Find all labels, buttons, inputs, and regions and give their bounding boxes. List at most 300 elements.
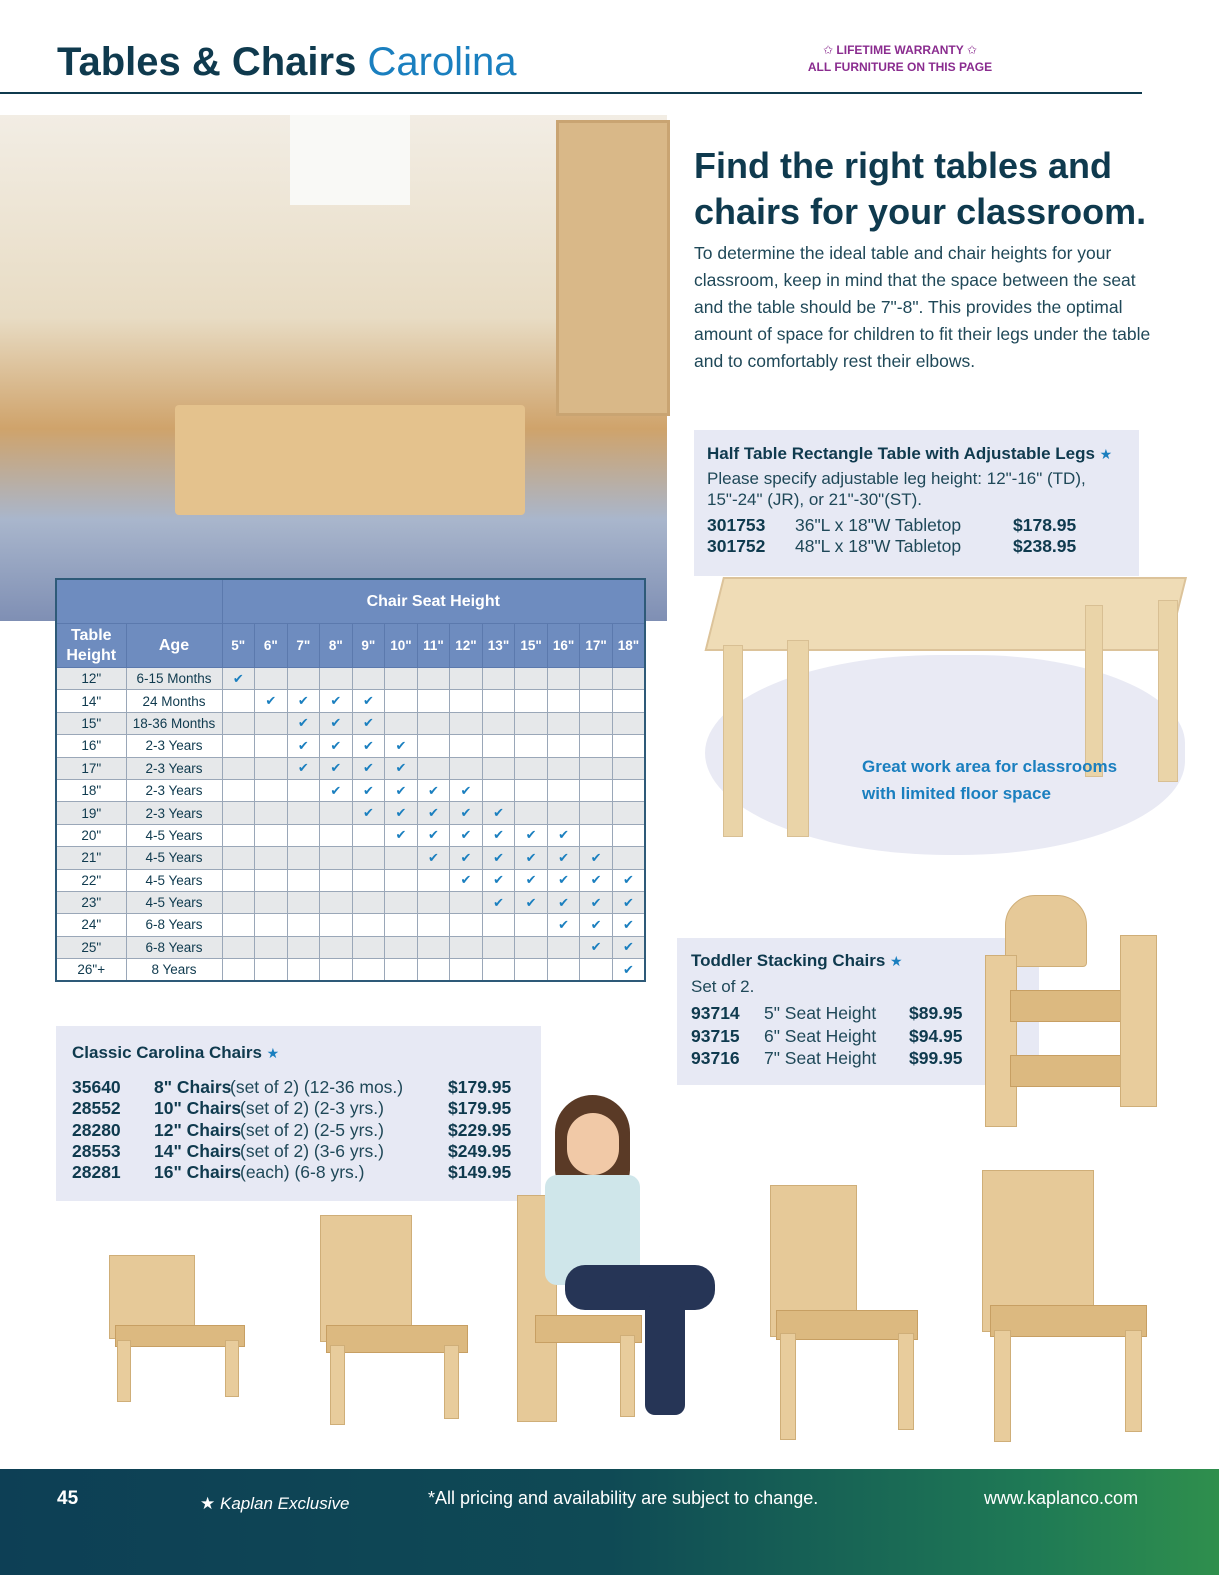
seat-height-cell [255, 936, 288, 958]
col-header-seat-height: 7" [287, 624, 320, 668]
item-description: 7" Seat Height [764, 1048, 877, 1068]
toddler-chairs-title [691, 951, 903, 971]
seat-height-cell [385, 936, 418, 958]
seat-height-cell [222, 757, 255, 779]
sku: 93714 [691, 1003, 740, 1023]
checkmark-icon: ✔ [362, 737, 374, 753]
price: $94.95 [909, 1025, 963, 1046]
seat-height-cell [352, 824, 385, 846]
seat-height-cell [255, 802, 288, 824]
seat-height-cell [515, 847, 548, 869]
exclusive-star-icon: ★ [1099, 446, 1113, 462]
seat-height-cell [320, 936, 353, 958]
chair-leg-shape [225, 1340, 239, 1397]
toddler-chairs-subtitle: Set of 2. [691, 977, 755, 996]
seat-height-cell [482, 690, 515, 712]
seat-height-cell [352, 779, 385, 801]
seat-height-cell [580, 712, 613, 734]
seat-height-cell [352, 936, 385, 958]
checkmark-icon: ✔ [460, 782, 472, 798]
seat-height-cell [450, 824, 483, 846]
seat-height-cell [287, 914, 320, 936]
chair-side-shape [1120, 935, 1157, 1107]
half-table-box [694, 430, 1139, 576]
footer-bar [0, 1469, 1219, 1575]
seat-height-cell [222, 824, 255, 846]
checkmark-icon: ✔ [330, 737, 342, 753]
seat-height-cell [417, 668, 450, 690]
seat-height-cell [255, 779, 288, 801]
table-row [56, 735, 645, 757]
seat-height-cell [287, 869, 320, 891]
seat-height-cell [450, 757, 483, 779]
sku: 93716 [691, 1048, 740, 1068]
table-height-cell: 19" [56, 802, 126, 824]
chair-14in-image [768, 1185, 918, 1440]
seat-height-cell [547, 824, 580, 846]
toddler-chairs-title-text: Toddler Stacking Chairs [691, 951, 886, 970]
seat-height-cell [482, 847, 515, 869]
checkmark-icon: ✔ [395, 737, 407, 753]
chair-leg-shape [994, 1330, 1011, 1442]
page-title [57, 40, 516, 85]
seat-height-cell [580, 936, 613, 958]
age-cell: 18-36 Months [126, 712, 222, 734]
seat-height-cell [417, 824, 450, 846]
seat-height-cell [417, 757, 450, 779]
col-header-seat-height: 6" [255, 624, 288, 668]
chair-back-shape [320, 1215, 412, 1342]
seat-height-cell [417, 936, 450, 958]
intro-heading: Find the right tables and chairs for your classroom. [694, 145, 1147, 232]
seat-height-cell [320, 891, 353, 913]
seat-height-cell [417, 959, 450, 982]
table-height-cell: 14" [56, 690, 126, 712]
seat-height-cell [320, 847, 353, 869]
classic-chairs-title-text: Classic Carolina Chairs [72, 1043, 262, 1062]
seat-height-cell [450, 869, 483, 891]
table-row [56, 802, 645, 824]
checkmark-icon: ✔ [428, 849, 439, 865]
price: $178.95 [1013, 515, 1077, 535]
checkmark-icon: ✔ [622, 916, 634, 932]
seat-height-cell [255, 959, 288, 982]
age-cell: 2-3 Years [126, 757, 222, 779]
half-table-description: Please specify adjustable leg height: 12"-16" (TD), 15"-24" (JR), or 21"-30"(ST). [707, 469, 1086, 509]
chair-leg-shape [330, 1345, 345, 1425]
classic-chairs-box [56, 1026, 541, 1201]
warranty-line-2: ALL FURNITURE ON THIS PAGE [807, 60, 993, 74]
col-header-seat-height: 11" [417, 624, 450, 668]
seat-height-cell [385, 802, 418, 824]
chair-detail: (set of 2) (2-3 yrs.) [240, 1098, 384, 1119]
seat-height-cell [482, 735, 515, 757]
seat-height-cell [515, 757, 548, 779]
item-description: 48"L x 18"W Tabletop [795, 536, 962, 556]
seat-height-cell [547, 690, 580, 712]
seat-height-cell [352, 869, 385, 891]
age-cell: 6-15 Months [126, 668, 222, 690]
seat-height-cell [482, 936, 515, 958]
seat-height-cell [612, 802, 645, 824]
price-row [72, 1162, 532, 1183]
classic-chairs-title [72, 1043, 279, 1063]
item-description: 36"L x 18"W Tabletop [795, 515, 962, 535]
table-leg-shape [723, 645, 743, 837]
table-row [56, 891, 645, 913]
table-row [56, 869, 645, 891]
seat-height-cell [547, 959, 580, 982]
seat-height-cell [482, 757, 515, 779]
col-header-seat-height: 8" [320, 624, 353, 668]
checkmark-icon: ✔ [297, 737, 309, 753]
age-cell: 4-5 Years [126, 824, 222, 846]
checkmark-icon: ✔ [525, 894, 537, 910]
seat-height-cell [515, 735, 548, 757]
seat-height-cell [450, 847, 483, 869]
seat-height-cell [417, 847, 450, 869]
seat-height-cell [385, 779, 418, 801]
seat-height-cell [482, 959, 515, 982]
callout-line-1: Great work area for classrooms [862, 757, 1118, 776]
table-row [56, 668, 645, 690]
sku: 93715 [691, 1025, 740, 1046]
chair-8in-image [107, 1255, 247, 1405]
seat-height-cell [450, 779, 483, 801]
seat-height-cell [320, 757, 353, 779]
age-cell: 2-3 Years [126, 779, 222, 801]
seat-height-cell [515, 869, 548, 891]
seat-height-cell [450, 802, 483, 824]
seat-height-cell [612, 869, 645, 891]
seat-height-cell [612, 712, 645, 734]
seat-height-cell [222, 936, 255, 958]
seat-height-cell [320, 914, 353, 936]
seat-height-cell [287, 712, 320, 734]
age-cell: 4-5 Years [126, 869, 222, 891]
seat-height-cell [612, 668, 645, 690]
checkmark-icon: ✔ [493, 827, 504, 843]
seat-height-cell [255, 869, 288, 891]
seat-height-cell [385, 712, 418, 734]
table-row [56, 757, 645, 779]
price: $229.95 [448, 1119, 512, 1140]
seat-height-cell [450, 735, 483, 757]
seat-height-cell [515, 824, 548, 846]
seat-height-cell [222, 959, 255, 982]
seat-height-cell [287, 891, 320, 913]
seat-height-cell [320, 824, 353, 846]
seat-height-cell [612, 690, 645, 712]
seat-height-cell [255, 891, 288, 913]
table-leg-shape [787, 640, 809, 837]
seat-height-cell [320, 869, 353, 891]
seat-height-cell [515, 959, 548, 982]
chair-leg-shape [117, 1340, 131, 1402]
price: $238.95 [1013, 536, 1077, 556]
seat-height-cell [255, 824, 288, 846]
seat-height-cell [385, 735, 418, 757]
chair-detail: (set of 2) (12-36 mos.) [230, 1077, 404, 1097]
chair-leg-shape [1125, 1330, 1142, 1432]
toddler-stacking-chairs-image [985, 895, 1160, 1130]
seat-height-cell [352, 914, 385, 936]
checkmark-icon: ✔ [590, 872, 602, 888]
seat-height-cell [352, 712, 385, 734]
seat-height-cell [320, 690, 353, 712]
seat-height-cell [385, 914, 418, 936]
checkmark-icon: ✔ [558, 894, 570, 910]
chart-caption: Chair Seat Height [222, 579, 645, 624]
age-cell: 4-5 Years [126, 891, 222, 913]
callout-line-2: with limited floor space [862, 784, 1051, 803]
checkmark-icon: ✔ [330, 782, 342, 798]
child-legs-shape [565, 1265, 715, 1310]
checkmark-icon: ✔ [362, 805, 374, 821]
seat-height-cell [515, 891, 548, 913]
checkmark-icon: ✔ [395, 782, 407, 798]
checkmark-icon: ✔ [525, 827, 537, 843]
table-row [56, 690, 645, 712]
website-url[interactable]: www.kaplanco.com [984, 1488, 1139, 1508]
header-divider [0, 92, 1142, 94]
checkmark-icon: ✔ [297, 760, 309, 776]
seat-height-cell [612, 959, 645, 982]
table-height-cell: 24" [56, 914, 126, 936]
chair-detail: (set of 2) (2-5 yrs.) [240, 1119, 384, 1140]
price: $249.95 [448, 1140, 512, 1161]
half-table-callout [862, 753, 1152, 807]
table-row [56, 914, 645, 936]
pricing-disclaimer: *All pricing and availability are subject to change. [428, 1488, 819, 1508]
table-row [56, 824, 645, 846]
checkmark-icon: ✔ [525, 849, 537, 865]
chair-name: 14" Chairs [154, 1140, 242, 1161]
seat-height-cell [547, 668, 580, 690]
seat-height-cell [417, 802, 450, 824]
checkmark-icon: ✔ [558, 827, 570, 843]
price: $179.95 [448, 1077, 512, 1097]
tabletop-shape [705, 577, 1187, 651]
seat-height-cell [385, 757, 418, 779]
seat-height-cell [547, 847, 580, 869]
seat-height-cell [450, 959, 483, 982]
seat-height-cell [255, 712, 288, 734]
price-row [72, 1098, 532, 1119]
seat-height-cell [612, 914, 645, 936]
half-table-price-list [707, 515, 1127, 557]
seat-height-cell [385, 847, 418, 869]
seat-height-cell [612, 757, 645, 779]
seat-height-cell [287, 936, 320, 958]
table-height-cell: 18" [56, 779, 126, 801]
seat-height-cell [222, 712, 255, 734]
col-header-table-height: Table Height [56, 624, 126, 668]
seat-height-cell [482, 802, 515, 824]
seat-height-cell [580, 824, 613, 846]
seat-height-cell [352, 959, 385, 982]
chart-corner [56, 579, 222, 624]
chair-back-shape [1005, 895, 1087, 967]
seat-height-cell [515, 914, 548, 936]
checkmark-icon: ✔ [622, 894, 634, 910]
seat-height-cell [612, 735, 645, 757]
chair-name: 8" Chairs [154, 1077, 232, 1097]
seat-height-cell [222, 668, 255, 690]
page-title-main: Tables & Chairs [57, 40, 357, 84]
kaplan-exclusive-legend [200, 1494, 349, 1514]
seat-height-cell [352, 891, 385, 913]
seat-height-cell [515, 668, 548, 690]
checkmark-icon: ✔ [428, 782, 439, 798]
exclusive-star-icon: ★ [890, 953, 903, 969]
price-row [691, 1003, 1031, 1026]
price-row [72, 1077, 532, 1098]
seat-height-cell [547, 936, 580, 958]
chair-name: 12" Chairs [154, 1119, 242, 1140]
page-number: 45 [57, 1488, 79, 1509]
checkmark-icon: ✔ [493, 805, 504, 821]
price: $149.95 [448, 1162, 512, 1183]
age-cell: 8 Years [126, 959, 222, 982]
sku: 28280 [72, 1119, 121, 1140]
seat-height-cell [547, 891, 580, 913]
checkmark-icon: ✔ [460, 849, 472, 865]
seat-height-cell [450, 891, 483, 913]
age-cell: 4-5 Years [126, 847, 222, 869]
seat-height-cell [320, 668, 353, 690]
seat-height-cell [515, 779, 548, 801]
seat-height-cell [580, 914, 613, 936]
classroom-photo [0, 115, 667, 621]
seat-height-cell [417, 712, 450, 734]
checkmark-icon: ✔ [493, 872, 504, 888]
seat-height-cell [547, 779, 580, 801]
seat-height-cell [450, 690, 483, 712]
classic-chairs-price-list [72, 1077, 532, 1183]
seat-height-cell [385, 869, 418, 891]
seat-height-cell [222, 914, 255, 936]
table-height-cell: 20" [56, 824, 126, 846]
seat-height-cell [515, 936, 548, 958]
chair-side-shape [985, 955, 1017, 1127]
chair-leg-shape [444, 1345, 459, 1419]
seat-height-cell [547, 914, 580, 936]
checkmark-icon: ✔ [460, 827, 472, 843]
col-header-seat-height: 16" [547, 624, 580, 668]
seat-height-cell [320, 802, 353, 824]
seat-height-cell [255, 668, 288, 690]
seat-height-cell [222, 891, 255, 913]
seat-height-cell [385, 959, 418, 982]
col-header-seat-height: 15" [515, 624, 548, 668]
seat-height-cell [580, 959, 613, 982]
seat-height-cell [547, 802, 580, 824]
sku: 28553 [72, 1140, 121, 1161]
age-cell: 6-8 Years [126, 936, 222, 958]
checkmark-icon: ✔ [428, 827, 439, 843]
seat-height-cell [417, 690, 450, 712]
checkmark-icon: ✔ [330, 760, 342, 776]
seat-height-cell [612, 847, 645, 869]
seat-height-cell [352, 735, 385, 757]
half-table-title-text: Half Table Rectangle Table with Adjustable Legs [707, 444, 1095, 463]
table-shape [175, 405, 525, 515]
checkmark-icon: ✔ [460, 872, 472, 888]
child-face-shape [567, 1113, 619, 1175]
col-header-seat-height: 18" [612, 624, 645, 668]
table-height-cell: 17" [56, 757, 126, 779]
price-row [707, 515, 1127, 536]
price-row [72, 1120, 532, 1141]
seat-height-cell [580, 869, 613, 891]
table-height-cell: 26"+ [56, 959, 126, 982]
price: $99.95 [909, 1048, 963, 1068]
seat-height-cell [287, 690, 320, 712]
seat-height-cell [222, 779, 255, 801]
checkmark-icon: ✔ [590, 939, 602, 955]
checkmark-icon: ✔ [395, 760, 407, 776]
seat-height-cell [287, 779, 320, 801]
checkmark-icon: ✔ [330, 693, 342, 709]
price: $179.95 [448, 1098, 512, 1119]
table-height-cell: 22" [56, 869, 126, 891]
seat-height-cell [450, 936, 483, 958]
chair-seat-shape [776, 1310, 918, 1340]
kaplan-exclusive-label: Kaplan Exclusive [219, 1494, 350, 1513]
seat-height-cell [482, 668, 515, 690]
checkmark-icon: ✔ [297, 715, 309, 731]
seat-height-cell [417, 779, 450, 801]
seat-height-cell [580, 779, 613, 801]
seat-height-cell [417, 914, 450, 936]
seat-height-chart [55, 578, 646, 982]
seat-height-cell [612, 891, 645, 913]
seat-height-cell [482, 712, 515, 734]
checkmark-icon: ✔ [265, 693, 277, 709]
age-cell: 2-3 Years [126, 802, 222, 824]
table-row [56, 779, 645, 801]
chair-leg-shape [898, 1333, 914, 1430]
checkmark-icon: ✔ [558, 849, 570, 865]
seat-height-cell [417, 891, 450, 913]
price-row [707, 536, 1127, 557]
seat-height-cell [287, 847, 320, 869]
age-cell: 6-8 Years [126, 914, 222, 936]
sku: 28281 [72, 1162, 121, 1183]
seat-height-cell [612, 936, 645, 958]
half-table-title [707, 444, 1112, 464]
seat-height-cell [320, 959, 353, 982]
checkmark-icon: ✔ [493, 849, 504, 865]
seat-height-cell [255, 690, 288, 712]
seat-height-cell [287, 824, 320, 846]
child-shin-shape [645, 1295, 685, 1415]
table-height-cell: 16" [56, 735, 126, 757]
seat-height-cell [320, 712, 353, 734]
table-height-cell: 25" [56, 936, 126, 958]
table-height-cell: 23" [56, 891, 126, 913]
seat-height-cell [255, 847, 288, 869]
seat-height-cell [255, 914, 288, 936]
chair-detail: (set of 2) (3-6 yrs.) [240, 1140, 384, 1161]
seat-height-cell [352, 757, 385, 779]
chair-name: 16" Chairs [154, 1162, 242, 1183]
item-description: 6" Seat Height [764, 1025, 877, 1046]
seat-height-cell [385, 690, 418, 712]
toddler-chairs-price-list [691, 1003, 1031, 1071]
price-row [691, 1026, 1031, 1049]
